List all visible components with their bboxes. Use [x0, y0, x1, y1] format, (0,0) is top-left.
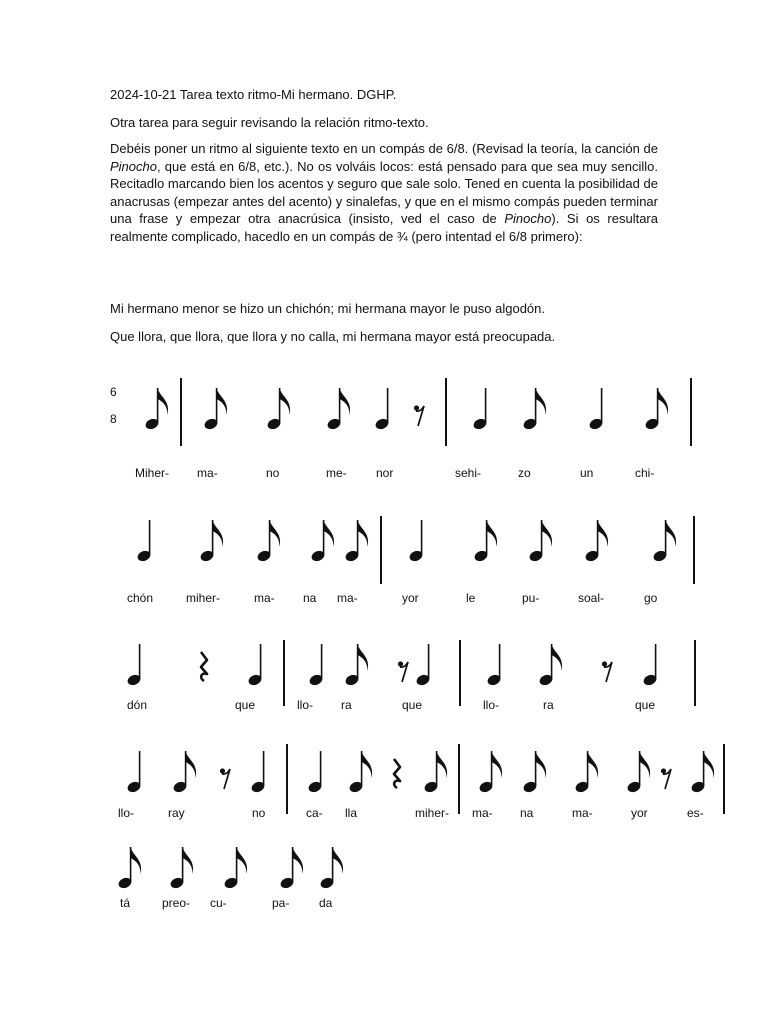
eighth-note: [172, 751, 196, 794]
eighth-rest: [661, 768, 671, 789]
eighth-note: [528, 520, 552, 563]
note-flag: [358, 520, 369, 547]
note-flag: [536, 388, 547, 415]
lyric-syllable: na: [303, 591, 317, 605]
eighth-rest: [220, 768, 230, 789]
note-flag: [658, 388, 669, 415]
lyric-syllable: ray: [168, 806, 185, 820]
lyric-syllable: no: [252, 806, 266, 820]
note-flag: [487, 520, 498, 547]
quarter-note: [308, 644, 324, 687]
note-flag: [542, 520, 553, 547]
note-flag: [158, 388, 169, 415]
instructions-emphasis-1: Pinocho: [110, 158, 157, 174]
lyric-syllable: zo: [518, 466, 531, 480]
note-flag: [186, 751, 197, 778]
lyric-syllable: ra: [543, 698, 554, 712]
lyric-syllable: que: [635, 698, 656, 712]
document-title: 2024-10-21 Tarea texto ritmo-Mi hermano. DGHP.: [110, 87, 397, 102]
note-flag: [131, 847, 142, 874]
note-flag: [340, 388, 351, 415]
note-flag: [358, 644, 369, 671]
lyric-syllable: un: [580, 466, 594, 480]
lyric-syllable: ma-: [197, 466, 218, 480]
quarter-note: [408, 520, 424, 563]
instructions-text-2: , que está en 6/8, etc.). No os volváis locos: está pensado para que sea muy sencillo. Recitadlo marcando bien los acentos y seguro que sale solo. Tened en cuenta la posibilidad de anacrusas (empezar antes del acento) y sinalefas, y que en el mismo compás pueden terminar una frase y empezar otra anacrúsica (insisto, ved el caso de: [110, 158, 658, 226]
eighth-note: [644, 388, 668, 431]
lyric-syllable: ma-: [572, 806, 593, 820]
note-flag: [183, 847, 194, 874]
quarter-note: [126, 751, 142, 794]
eighth-note: [144, 388, 168, 431]
quarter-note: [588, 388, 604, 431]
lyric-syllable: me-: [326, 466, 347, 480]
eighth-note: [522, 751, 546, 794]
lyric-syllable: yor: [402, 591, 419, 605]
quarter-rest: [394, 759, 400, 788]
lyric-syllable: tá: [120, 896, 131, 910]
eighth-note: [574, 751, 598, 794]
eighth-note: [223, 847, 247, 890]
lyric-syllable: chi-: [635, 466, 655, 480]
score-content: [117, 378, 724, 910]
note-flag: [333, 847, 344, 874]
eighth-note: [344, 644, 368, 687]
note-flag: [598, 520, 609, 547]
lyric-syllable: miher-: [415, 806, 450, 820]
lyric-syllable: le: [466, 591, 476, 605]
quarter-note: [374, 388, 390, 431]
quarter-note: [250, 751, 266, 794]
note-flag: [217, 388, 228, 415]
lyric-syllable: que: [402, 698, 423, 712]
eighth-note: [348, 751, 372, 794]
text-line-1: Mi hermano menor se hizo un chichón; mi hermana mayor le puso algodón.: [110, 301, 546, 316]
eighth-rest: [602, 661, 612, 682]
eighth-rest: [414, 405, 424, 426]
note-flag: [492, 751, 503, 778]
eighth-note: [478, 751, 502, 794]
note-flag: [324, 520, 335, 547]
eighth-note: [319, 847, 343, 890]
eighth-note: [626, 751, 650, 794]
lyric-syllable: ma-: [254, 591, 275, 605]
lyric-syllable: soal-: [578, 591, 605, 605]
lyric-syllable: llo-: [118, 806, 135, 820]
quarter-rest: [201, 652, 207, 681]
note-flag: [213, 520, 224, 547]
rest-dot: [414, 405, 419, 410]
quarter-note: [486, 644, 502, 687]
instructions-emphasis-2: Pinocho: [504, 211, 552, 226]
lyric-syllable: preo-: [162, 896, 191, 910]
eighth-note: [522, 388, 546, 431]
lyric-syllable: ma-: [472, 806, 493, 820]
lyric-syllable: no: [266, 466, 280, 480]
lyric-syllable: Miher-: [135, 466, 170, 480]
lyric-syllable: ra: [341, 698, 352, 712]
eighth-note: [169, 847, 193, 890]
eighth-note: [266, 388, 290, 431]
lyric-syllable: sehi-: [455, 466, 482, 480]
quarter-note: [136, 520, 152, 563]
lyric-syllable: lla: [345, 806, 358, 820]
lyric-syllable: llo-: [297, 698, 314, 712]
eighth-note: [652, 520, 676, 563]
quarter-note: [642, 644, 658, 687]
lyric-syllable: ma-: [337, 591, 358, 605]
eighth-note: [199, 520, 223, 563]
eighth-note: [473, 520, 497, 563]
lyric-syllable: yor: [631, 806, 648, 820]
eighth-note: [690, 751, 714, 794]
note-flag: [293, 847, 304, 874]
lyric-syllable: dón: [127, 698, 148, 712]
lyric-syllable: que: [235, 698, 256, 712]
lyric-syllable: nor: [376, 466, 394, 480]
rest-dot: [602, 661, 607, 666]
rest-dot: [661, 768, 666, 773]
eighth-note: [279, 847, 303, 890]
note-flag: [552, 644, 563, 671]
note-flag: [588, 751, 599, 778]
quarter-note: [415, 644, 431, 687]
quarter-note: [247, 644, 263, 687]
instructions-text-3: ). Si os resultara realmente complicado, hacedlo en un compás de ¾ (pero intentad el 6/8 primero):: [110, 211, 658, 244]
instructions-text-1: Debéis poner un ritmo al siguiente texto en un compás de 6/8. (Revisad la teoría, la canción de: [110, 141, 658, 156]
quarter-note: [126, 644, 142, 687]
eighth-note: [117, 847, 141, 890]
lyric-syllable: llo-: [483, 698, 500, 712]
lyric-syllable: chón: [127, 591, 154, 605]
note-flag: [237, 847, 248, 874]
note-flag: [704, 751, 715, 778]
lyric-syllable: pu-: [522, 591, 540, 605]
lyric-syllable: go: [644, 591, 658, 605]
rest-dot: [398, 661, 403, 666]
rest-dot: [220, 768, 225, 773]
note-flag: [666, 520, 677, 547]
lyric-syllable: na: [520, 806, 534, 820]
lyric-syllable: miher-: [186, 591, 221, 605]
eighth-note: [256, 520, 280, 563]
lyric-syllable: cu-: [210, 896, 227, 910]
note-flag: [362, 751, 373, 778]
eighth-note: [344, 520, 368, 563]
time-signature-bottom: 8: [110, 412, 117, 426]
quarter-note: [472, 388, 488, 431]
note-flag: [270, 520, 281, 547]
intro-paragraph: Otra tarea para seguir revisando la relación ritmo-texto.: [110, 115, 429, 130]
time-signature-top: 6: [110, 385, 117, 399]
eighth-rest: [398, 661, 408, 682]
note-flag: [280, 388, 291, 415]
eighth-note: [584, 520, 608, 563]
note-flag: [437, 751, 448, 778]
lyric-syllable: ca-: [306, 806, 323, 820]
lyric-syllable: es-: [687, 806, 704, 820]
eighth-note: [326, 388, 350, 431]
quarter-note: [307, 751, 323, 794]
eighth-note: [203, 388, 227, 431]
eighth-note: [423, 751, 447, 794]
lyric-syllable: pa-: [272, 896, 290, 910]
eighth-note: [310, 520, 334, 563]
lyric-syllable: da: [319, 896, 333, 910]
note-flag: [640, 751, 651, 778]
eighth-note: [538, 644, 562, 687]
note-flag: [536, 751, 547, 778]
text-line-2: Que llora, que llora, que llora y no calla, mi hermana mayor está preocupada.: [110, 329, 556, 344]
